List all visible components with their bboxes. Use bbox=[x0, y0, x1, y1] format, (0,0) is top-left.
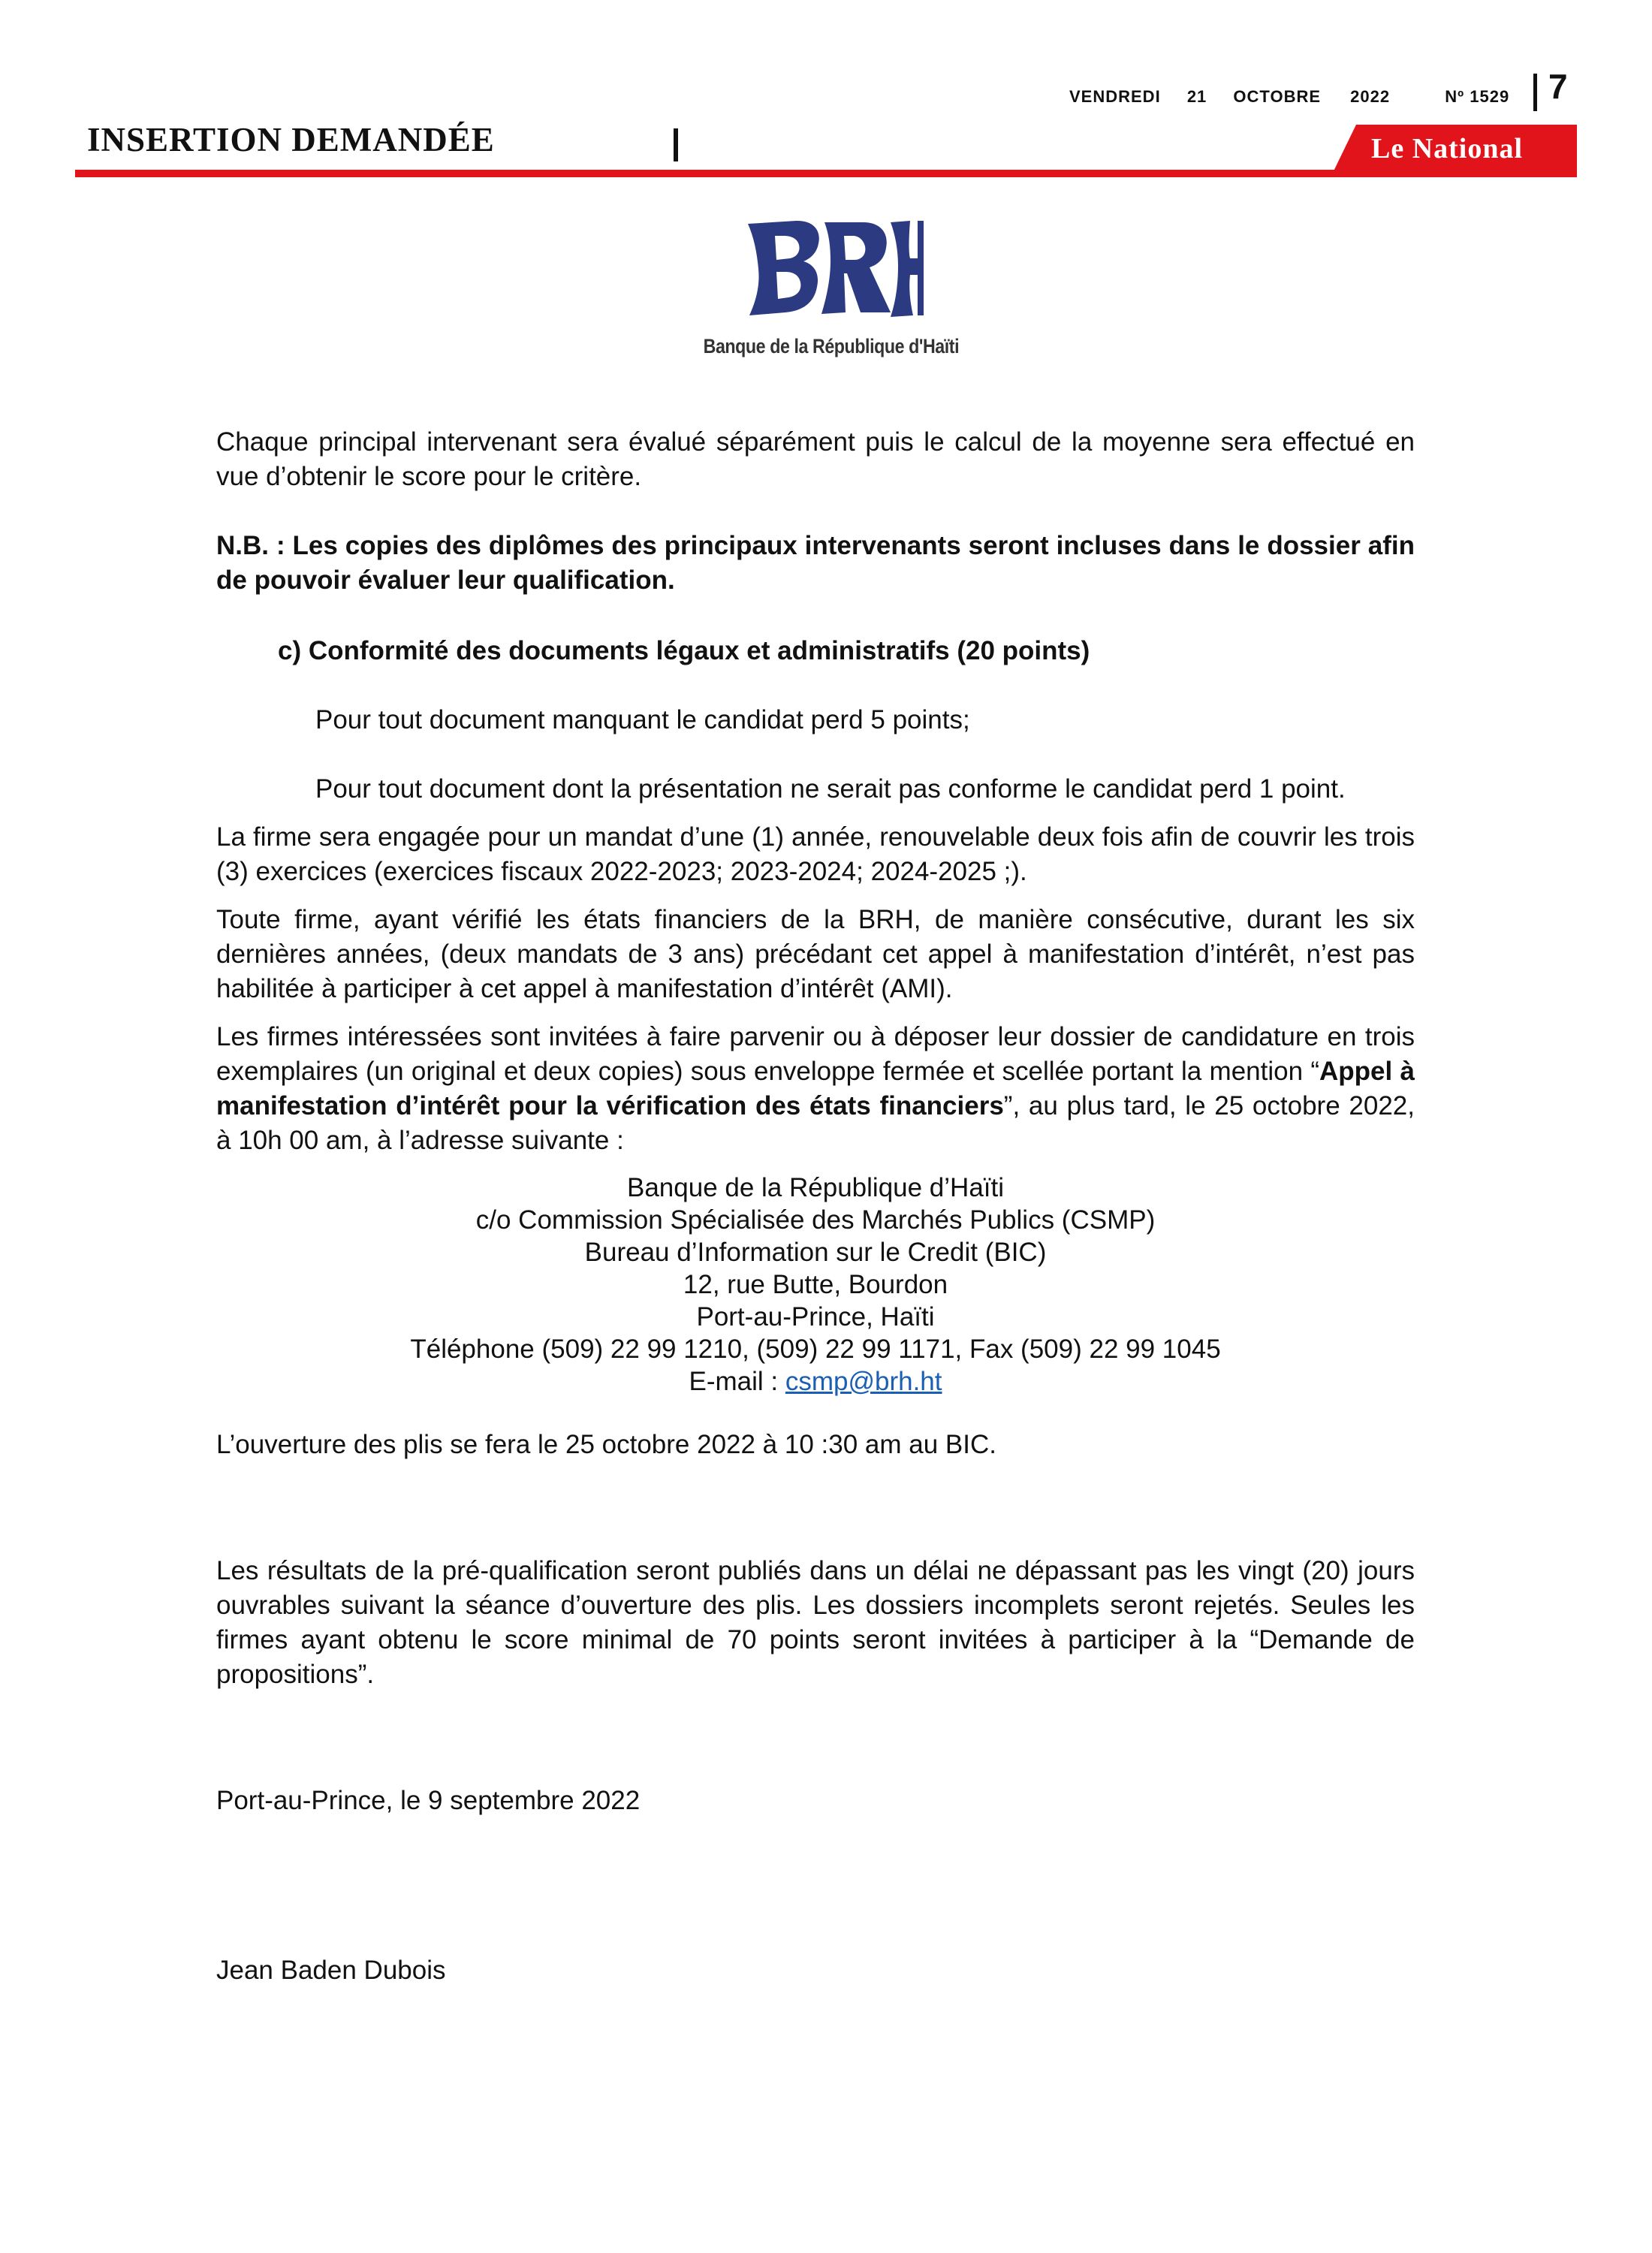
rule-missing-document: Pour tout document manquant le candidat perd 5 points; bbox=[315, 705, 970, 734]
paragraph-eligibility: Toute firme, ayant vérifié les états financiers de la BRH, de manière consécutive, durant les six dernières années, (deux mandats de 3 ans) précédant cet appel à manifestation d’intérêt, n’est pas habilitée à participer à cet appel à manifestation d’intérêt (AMI). bbox=[216, 905, 1415, 1003]
section-title: INSERTION DEMANDÉE bbox=[87, 121, 495, 158]
page-number-divider bbox=[1533, 74, 1537, 111]
rule-nonconform-document: Pour tout document dont la présentation ne serait pas conforme le candidat perd 1 point. bbox=[315, 774, 1346, 804]
email-link[interactable]: csmp@brh.ht bbox=[785, 1367, 942, 1396]
submission-mention: Appel à manifestation d’intérêt pour la vérification des états financiers bbox=[216, 1057, 1415, 1120]
paragraph-mandate: La firme sera engagée pour un mandat d’une (1) année, renouvelable deux fois afin de couvrir les trois (3) exercices (exercices fiscaux 2022-2023; 2023-2024; 2024-2025 ;). bbox=[216, 822, 1415, 886]
paragraph-evaluation: Chaque principal intervenant sera évalué séparément puis le calcul de la moyenne sera effectué en vue d’obtenir le score pour le critère. bbox=[216, 427, 1415, 491]
address-street: 12, rue Butte, Bourdon bbox=[683, 1270, 948, 1299]
place-and-date: Port-au-Prince, le 9 septembre 2022 bbox=[216, 1786, 641, 1815]
submission-text-after: ”, au plus tard, le 25 octobre 2022, à 10h 00 am, à l’adresse suivante : bbox=[216, 1091, 1415, 1155]
address-city: Port-au-Prince, Haïti bbox=[696, 1302, 935, 1332]
paragraph-nb: N.B. : Les copies des diplômes des principaux intervenants seront incluses dans le dossier afin de pouvoir évaluer leur qualification. bbox=[216, 531, 1415, 595]
dateline-month: OCTOBRE bbox=[1233, 87, 1322, 106]
section-divider bbox=[674, 128, 678, 161]
dateline-day: VENDREDI bbox=[1069, 87, 1161, 106]
address-phone: Téléphone (509) 22 99 1210, (509) 22 99 1171, Fax (509) 22 99 1045 bbox=[410, 1335, 1221, 1364]
address-email-line bbox=[216, 1365, 1415, 1398]
submission-text-before: Les firmes intéressées sont invitées à faire parvenir ou à déposer leur dossier de candidature en trois exemplaires (un original et deux copies) sous enveloppe fermée et scellée portant la mention “ bbox=[216, 1022, 1415, 1086]
dateline-year: 2022 bbox=[1350, 87, 1391, 106]
brh-logo-mark bbox=[743, 216, 924, 321]
paragraph-submission bbox=[216, 1020, 1415, 1158]
signatory-name: Jean Baden Dubois bbox=[216, 1956, 446, 1985]
email-label: E-mail : bbox=[689, 1367, 785, 1396]
newspaper-name: Le National bbox=[1371, 133, 1524, 164]
address-commission: c/o Commission Spécialisée des Marchés Publics (CSMP) bbox=[475, 1205, 1156, 1235]
page-number: 7 bbox=[1548, 67, 1568, 106]
issue-dateline bbox=[1069, 87, 1509, 107]
brh-logo bbox=[683, 201, 969, 374]
address-institution: Banque de la République d’Haïti bbox=[626, 1173, 1005, 1202]
submission-address bbox=[216, 1172, 1415, 1398]
dateline-date: 21 bbox=[1186, 87, 1207, 106]
paragraph-results: Les résultats de la pré-qualification seront publiés dans un délai ne dépassant pas les vingt (20) jours ouvrables suivant la séance d’ouverture des plis. Les dossiers incomplets seront rejetés. Seules les firmes ayant obtenu le score minimal de 70 points seront invitées à participer à la “Demande de propositions”. bbox=[216, 1556, 1415, 1689]
paragraph-opening: L’ouverture des plis se fera le 25 octobre 2022 à 10 :30 am au BIC. bbox=[216, 1430, 996, 1459]
notice-body bbox=[216, 425, 1415, 1988]
issue-number: Nº 1529 bbox=[1445, 87, 1510, 106]
address-bureau: Bureau d’Information sur le Credit (BIC) bbox=[584, 1238, 1047, 1267]
logo-caption: Banque de la République d'Haïti bbox=[703, 335, 960, 357]
criterion-heading: c) Conformité des documents légaux et administratifs (20 points) bbox=[278, 636, 1090, 665]
